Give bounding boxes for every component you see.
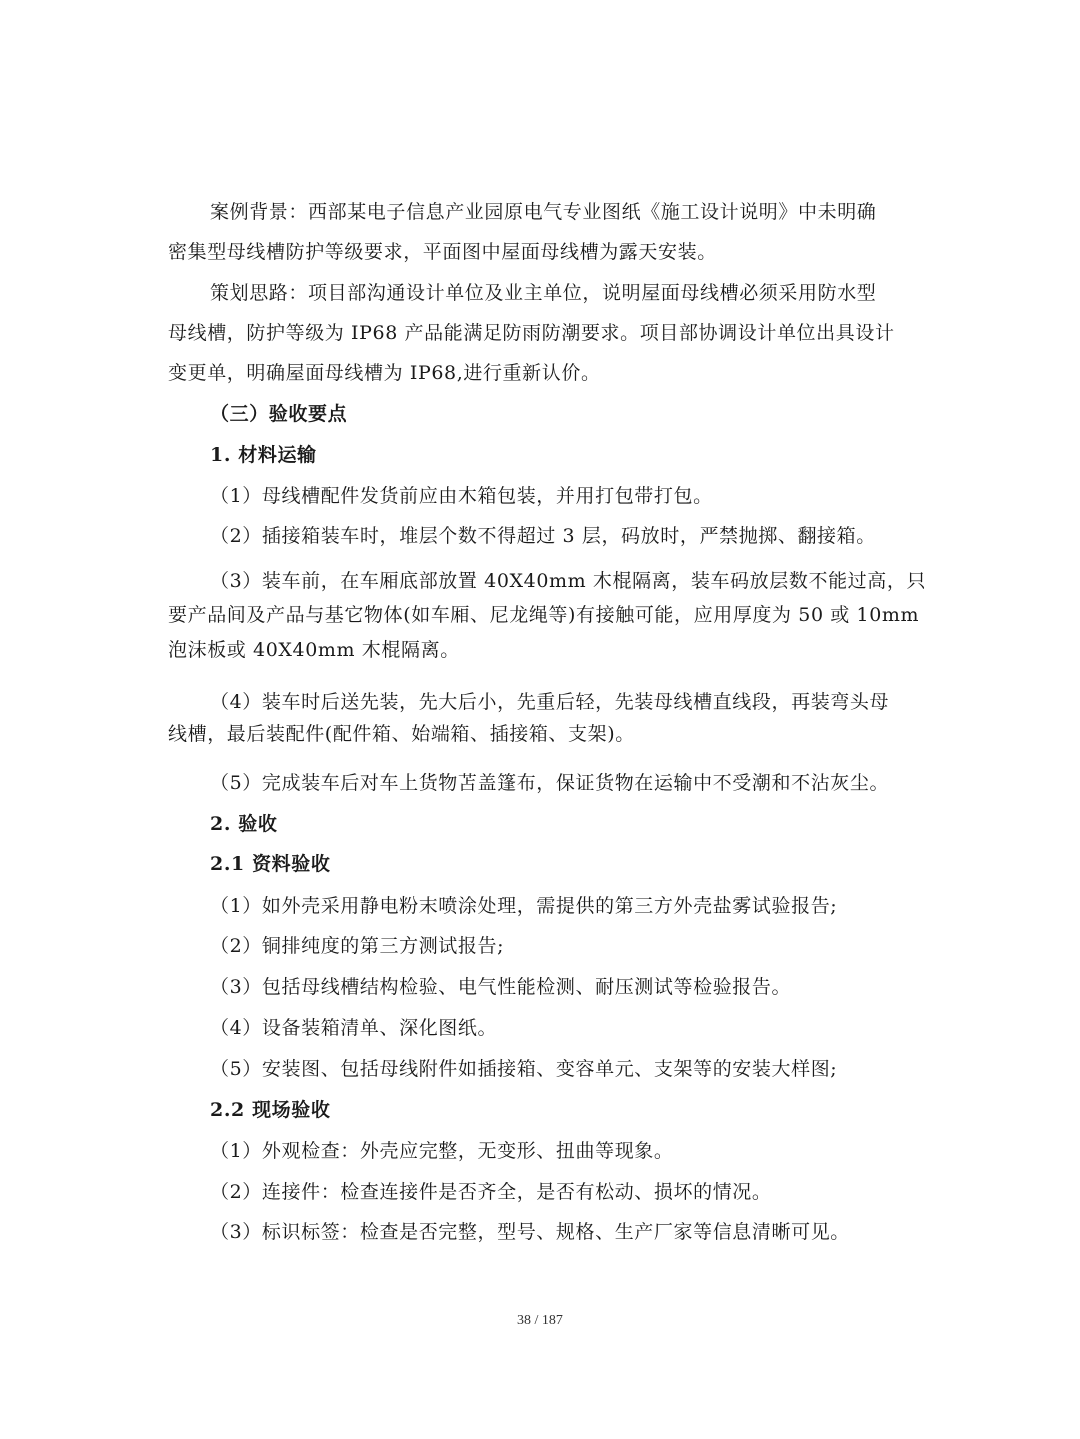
case-background-line1: 案例背景：西部某电子信息产业园原电气专业图纸《施工设计说明》中未明确 (210, 201, 877, 223)
material-transport-heading: 1. 材料运输 (210, 444, 317, 466)
document-acceptance-heading: 2.1 资料验收 (210, 853, 331, 875)
transport-item-3-line3: 泡沫板或 40X40mm 木棍隔离。 (168, 639, 460, 661)
site-acceptance-heading: 2.2 现场验收 (210, 1099, 331, 1121)
planning-idea-line3: 变更单，明确屋面母线槽为 IP68,进行重新认价。 (168, 362, 601, 384)
transport-item-3-line1: （3）装车前，在车厢底部放置 40X40mm 木棍隔离，装车码放层数不能过高，只 (210, 570, 927, 592)
page-number: 38 / 187 (517, 1313, 563, 1328)
document-acceptance-item-3: （3）包括母线槽结构检验、电气性能检测、耐压测试等检验报告。 (210, 976, 792, 998)
planning-idea-line1: 策划思路：项目部沟通设计单位及业主单位，说明屋面母线槽必须采用防水型 (210, 282, 877, 304)
acceptance-heading: 2. 验收 (210, 813, 278, 835)
case-background-line2: 密集型母线槽防护等级要求，平面图中屋面母线槽为露天安装。 (168, 241, 717, 263)
transport-item-5: （5）完成装车后对车上货物苫盖篷布，保证货物在运输中不受潮和不沾灰尘。 (210, 772, 890, 794)
section-heading: （三）验收要点 (210, 403, 348, 425)
site-acceptance-item-2: （2）连接件：检查连接件是否齐全，是否有松动、损坏的情况。 (210, 1181, 772, 1203)
transport-item-4-line1: （4）装车时后送先装，先大后小，先重后轻，先装母线槽直线段，再装弯头母 (210, 691, 890, 713)
transport-item-4-line2: 线槽，最后装配件(配件箱、始端箱、插接箱、支架)。 (168, 723, 635, 745)
planning-idea-line2: 母线槽，防护等级为 IP68 产品能满足防雨防潮要求。项目部协调设计单位出具设计 (168, 322, 895, 344)
transport-item-2: （2）插接箱装车时，堆层个数不得超过 3 层，码放时，严禁抛掷、翻接箱。 (210, 525, 876, 547)
transport-item-3-line2: 要产品间及产品与基它物体(如车厢、尼龙绳等)有接触可能，应用厚度为 50 或 10mm (168, 604, 920, 626)
document-acceptance-item-5: （5）安装图、包括母线附件如插接箱、变容单元、支架等的安装大样图; (210, 1058, 838, 1080)
document-acceptance-item-2: （2）铜排纯度的第三方测试报告; (210, 935, 505, 957)
site-acceptance-item-1: （1）外观检查：外壳应完整，无变形、扭曲等现象。 (210, 1140, 674, 1162)
site-acceptance-item-3: （3）标识标签：检查是否完整，型号、规格、生产厂家等信息清晰可见。 (210, 1221, 850, 1243)
transport-item-1: （1）母线槽配件发货前应由木箱包装，并用打包带打包。 (210, 485, 713, 507)
document-acceptance-item-4: （4）设备装箱清单、深化图纸。 (210, 1017, 498, 1039)
document-acceptance-item-1: （1）如外壳采用静电粉末喷涂处理，需提供的第三方外壳盐雾试验报告; (210, 895, 838, 917)
